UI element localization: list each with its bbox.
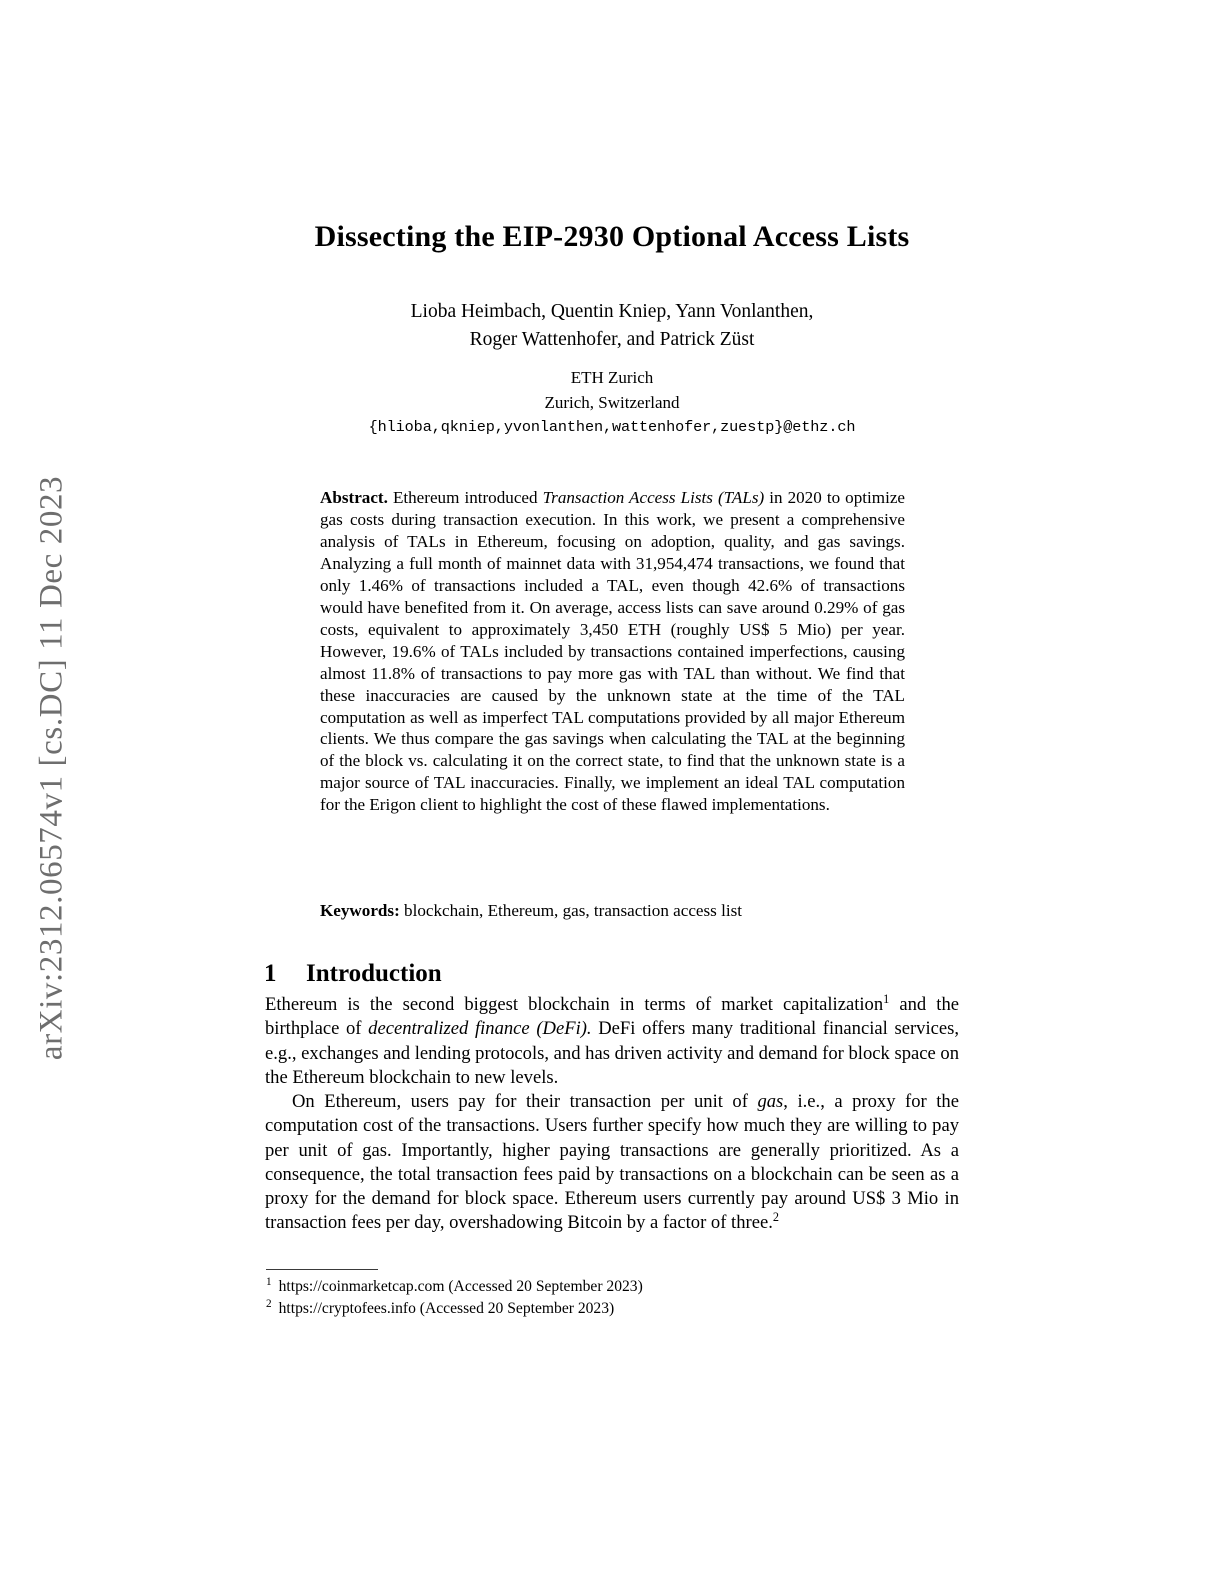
keywords-value: blockchain, Ethereum, gas, transaction access list <box>399 901 742 920</box>
abstract-text-2: in 2020 to optimize gas costs during transaction execution. In this work, we present a comprehensive analysis of TALs in Ethereum, focusing on adoption, quality, and gas savings. Analyzing a full month of mainnet data with 31,954,474 transactions, we found that only 1.46% of transactions included a TAL, even though 42.6% of transactions would have benefited from it. On average, access lists can save around 0.29% of gas costs, equivalent to approximately 3,450 ETH (roughly US$ 5 Mio) per year. However, 19.6% of TALs included by transactions contained imperfections, causing almost 11.8% of transactions to pay more gas with TAL than without. We find that these inaccuracies are caused by the unknown state at the time of the TAL computation as well as imperfect TAL computations provided by all major Ethereum clients. We thus compare the gas savings when calculating the TAL at the beginning of the block vs. calculating it on the correct state, to find that the unknown state is a major source of TAL inaccuracies. Finally, we implement an ideal TAL computation for the Erigon client to highlight the cost of these flawed implementations. <box>320 488 905 815</box>
footnote-separator <box>266 1269 378 1270</box>
arxiv-stamp: arXiv:2312.06574v1 [cs.DC] 11 Dec 2023 <box>33 475 70 1061</box>
keywords-line <box>320 900 905 922</box>
abstract-text-1: Ethereum introduced <box>387 488 543 507</box>
p1-text-b: and the birthplace of <box>265 994 959 1040</box>
footnote-item <box>266 1298 960 1320</box>
footnote-list <box>266 1276 960 1321</box>
p2-text-a: On Ethereum, users pay for their transaction per unit of <box>291 1091 758 1112</box>
abstract-label: Abstract. <box>320 488 388 507</box>
abstract-italic-term: Transaction Access Lists (TALs) <box>542 488 765 507</box>
author-line-2: Roger Wattenhofer, and Patrick Züst <box>469 328 755 350</box>
section-title: Introduction <box>306 960 442 987</box>
affiliation-block <box>264 366 960 438</box>
footnote-ref-2[interactable]: 2 <box>772 1210 780 1225</box>
p1-text-a: Ethereum is the second biggest blockchain in terms of market capitalization <box>265 994 884 1015</box>
footnote-text: https://coinmarketcap.com (Accessed 20 September 2023) <box>278 1278 643 1295</box>
author-list <box>264 298 960 353</box>
footnote-marker: 2 <box>266 1298 272 1311</box>
abstract-section <box>320 487 905 816</box>
keywords-label: Keywords: <box>320 901 400 920</box>
paragraph-1 <box>265 993 959 1090</box>
section-heading-introduction <box>264 960 960 988</box>
p1-text-c: DeFi offers many traditional financial services, e.g., exchanges and lending protocols, and has driven activity and demand for block space on the Ethereum blockchain to new levels. <box>265 1018 960 1088</box>
p2-italic-term: gas <box>757 1091 784 1112</box>
p1-italic-term: decentralized finance (DeFi). <box>368 1018 592 1040</box>
author-emails: {hlioba,qkniep,yvonlanthen,wattenhofer,zuestp}@ethz.ch <box>368 417 856 436</box>
paragraph-2 <box>265 1090 959 1236</box>
institution-name: ETH Zurich <box>570 368 654 387</box>
institution-location: Zurich, Switzerland <box>544 392 680 412</box>
footnote-marker: 1 <box>266 1275 272 1288</box>
footnote-item <box>266 1276 960 1298</box>
footnote-text: https://cryptofees.info (Accessed 20 September 2023) <box>278 1300 615 1318</box>
footnote-ref-1[interactable]: 1 <box>883 991 890 1006</box>
introduction-body <box>265 993 959 1236</box>
p2-text-b: , i.e., a proxy for the computation cost of the transactions. Users further specify how much they are willing to pay per unit of gas. Importantly, higher paying transactions are generally prioritized. As a consequence, the total transaction fees paid by transactions on a blockchain can be seen as a proxy for the demand for block space. Ethereum users currently pay around US$ 3 Mio in transaction fees per day, overshadowing Bitcoin by a factor of three. <box>265 1091 959 1234</box>
section-number: 1 <box>264 960 277 987</box>
author-line-1: Lioba Heimbach, Quentin Kniep, Yann Vonlanthen, <box>410 301 814 322</box>
page-title: Dissecting the EIP-2930 Optional Access Lists <box>314 220 910 253</box>
